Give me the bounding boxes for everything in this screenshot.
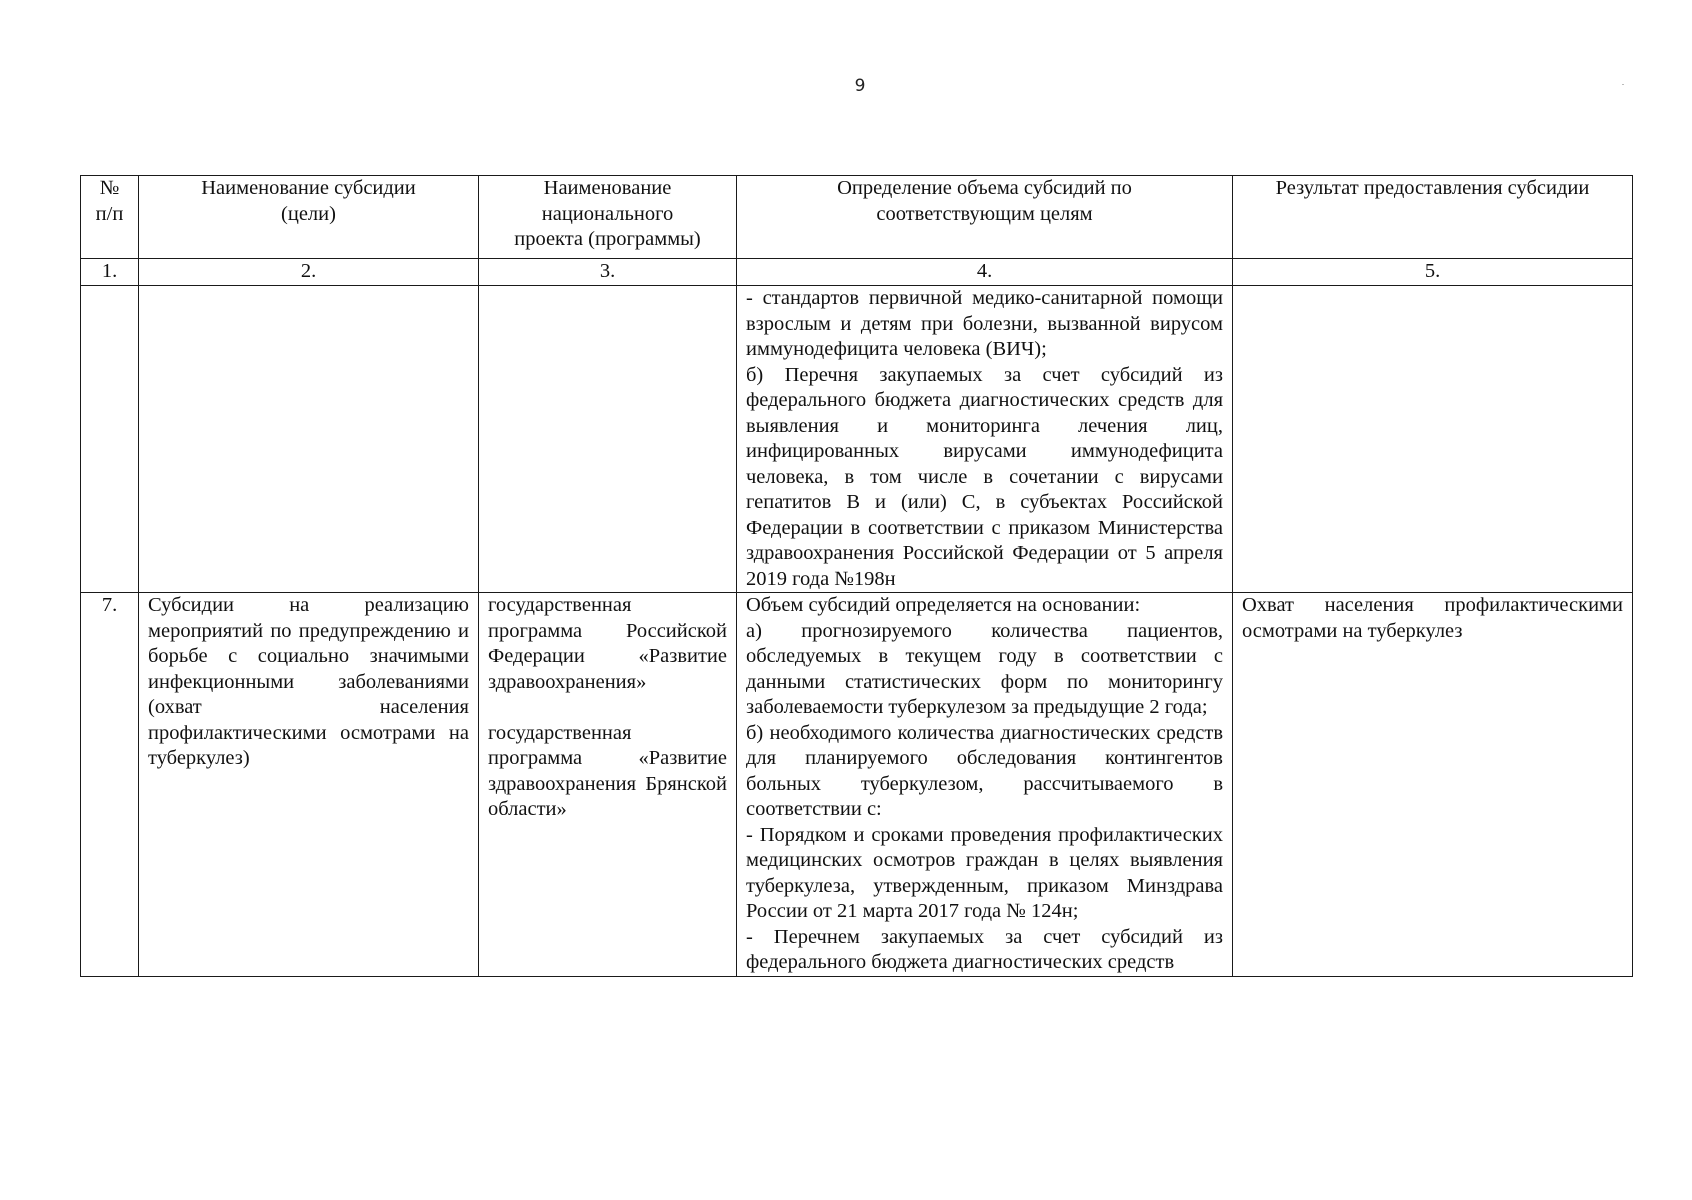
continuation-number-cell — [81, 286, 139, 593]
project-item: государственная программа Российской Федерации «Развитие здравоохранения» — [488, 594, 727, 693]
determination-cell — [737, 593, 1233, 977]
header-row — [81, 176, 1633, 259]
page-number: 9 — [854, 76, 866, 96]
header-subsidy-name: Наименование субсидии (цели) — [139, 176, 479, 259]
header-determination: Определение объема субсидий по соответствующим целям — [737, 176, 1233, 259]
determination-paragraph: - Порядком и сроками проведения профилактических медицинских осмотров граждан в целях выявления туберкулеза, утвержденным, приказом Минздрава России от 21 марта 2017 года № 124н; — [746, 823, 1223, 922]
continuation-row — [81, 286, 1633, 593]
continuation-result-cell — [1233, 286, 1633, 593]
continuation-subsidy-cell — [139, 286, 479, 593]
determination-paragraph: Объем субсидий определяется на основании: — [746, 594, 1141, 616]
national-project-cell — [479, 593, 737, 977]
subsidy-name-cell: Субсидии на реализацию мероприятий по предупреждению и борьбе с социально значимыми инфекционными заболеваниями (охват населения профилактическими осмотрами на туберкулез) — [139, 593, 479, 977]
determination-paragraph: а) прогнозируемого количества пациентов, обследуемых в текущем году в соответствии с данными статистических форм по мониторингу заболеваемости туберкулезом за предыдущие 2 года; — [746, 619, 1223, 718]
continuation-project-cell — [479, 286, 737, 593]
column-number: 2. — [139, 259, 479, 286]
continuation-determination-cell — [737, 286, 1233, 593]
project-item: государственная программа «Развитие здравоохранения Брянской области» — [488, 721, 727, 820]
determination-paragraph: б) Перечня закупаемых за счет субсидий из федерального бюджета диагностических средств для выявления и мониторинга лечения лиц, инфицированных вирусами иммунодефицита человека, в том числе в сочетании с вирусами гепатитов В и (или) С, в субъектах Российской Федерации в соответствии с приказом Министерства здравоохранения Российской Федерации от 5 апреля 2019 года №198н — [746, 363, 1223, 590]
scan-speck — [1622, 84, 1624, 85]
determination-paragraph: - стандартов первичной медико-санитарной помощи взрослым и детям при болезни, вызванной вирусом иммунодефицита человека (ВИЧ); — [746, 287, 1223, 360]
subsidy-table — [80, 175, 1633, 977]
result-cell: Охват населения профилактическими осмотрами на туберкулез — [1233, 593, 1633, 977]
table-row-7 — [81, 593, 1633, 977]
determination-paragraph: - Перечнем закупаемых за счет субсидий из федерального бюджета диагностических средств — [746, 925, 1223, 973]
column-number: 5. — [1233, 259, 1633, 286]
column-number: 4. — [737, 259, 1233, 286]
header-number: № п/п — [81, 176, 139, 259]
determination-paragraph: б) необходимого количества диагностических средств для планируемого обследования контингентов больных туберкулезом, рассчитываемого в соответствии с: — [746, 721, 1223, 820]
project-spacer — [488, 695, 727, 721]
header-national-project: Наименование национального проекта (программы) — [479, 176, 737, 259]
column-number: 1. — [81, 259, 139, 286]
column-number-row — [81, 259, 1633, 286]
row-number: 7. — [81, 593, 139, 977]
header-result: Результат предоставления субсидии — [1233, 176, 1633, 259]
column-number: 3. — [479, 259, 737, 286]
